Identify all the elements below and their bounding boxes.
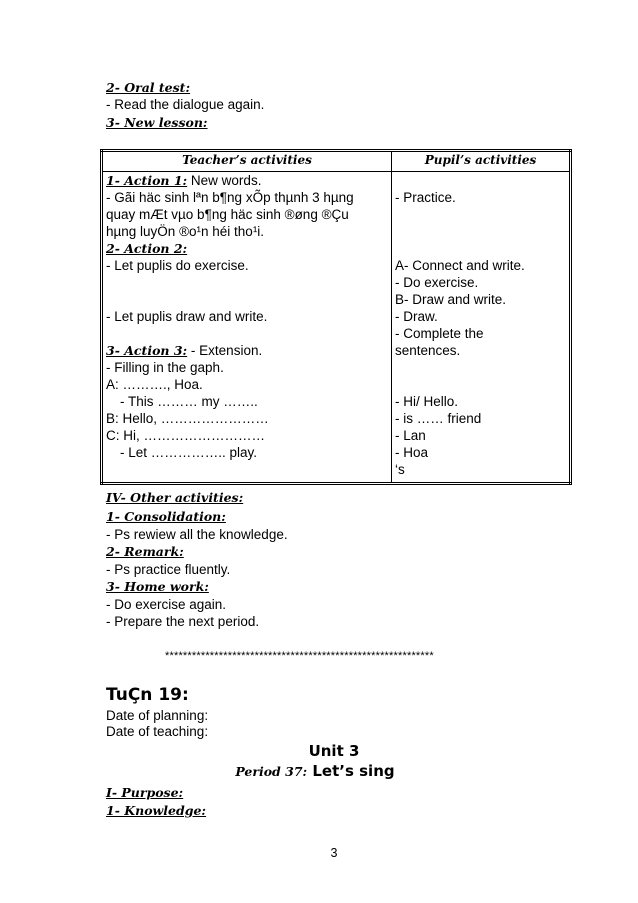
period-label: Period 37: xyxy=(235,764,308,779)
activities-table xyxy=(100,149,572,485)
action3-text-5: C: Hi, ……………………… xyxy=(106,428,266,443)
pupil-item-10: - Hoa xyxy=(395,445,429,460)
pupil-item-9: - Lan xyxy=(395,428,426,443)
homework-heading: 3- Home work: xyxy=(106,579,209,594)
knowledge-heading: 1- Knowledge: xyxy=(106,803,207,818)
action2-heading: 2- Action 2: xyxy=(106,241,188,256)
pupil-practice: - Practice. xyxy=(395,190,456,205)
action3-text-6: - Let …………….. play. xyxy=(120,445,258,460)
purpose-heading: I- Purpose: xyxy=(106,785,184,800)
action3-text-2: A: ………., Hoa. xyxy=(106,377,203,392)
pupil-item-4: - Draw. xyxy=(395,309,438,324)
period-title: Let’s sing xyxy=(307,762,395,780)
homework-line-1: - Do exercise again. xyxy=(106,597,227,612)
action2-line-1: - Let puplis do exercise. xyxy=(106,258,249,273)
action2-line-2: - Let puplis draw and write. xyxy=(106,309,268,324)
action3-text-3: - This ……… my …….. xyxy=(120,394,258,409)
date-of-teaching: Date of teaching: xyxy=(106,724,209,739)
pupil-item-3: B- Draw and write. xyxy=(395,292,507,307)
teacher-activities-cell xyxy=(102,172,392,484)
action1-text-1: - Gãi häc sinh lªn b¶ng xÕp thµnh 3 hµng xyxy=(106,190,354,205)
action3-text-4: B: Hello, …………………… xyxy=(106,411,269,426)
pupil-item-2: - Do exercise. xyxy=(395,275,479,290)
date-of-planning: Date of planning: xyxy=(106,708,209,723)
separator-stars: ************************************************************ xyxy=(165,650,434,662)
action3-text-1: - Filling in the gaph. xyxy=(106,360,224,375)
week-title: TuÇn 19: xyxy=(106,685,189,705)
pupil-activities-cell xyxy=(392,172,571,484)
pupil-item-6: sentences. xyxy=(395,343,461,358)
pupil-item-1: A- Connect and write. xyxy=(395,258,525,273)
remark-line: - Ps practice fluently. xyxy=(106,562,231,577)
new-lesson-heading: 3- New lesson: xyxy=(106,115,208,130)
teacher-column-header: Teacher’s activities xyxy=(102,151,392,172)
oral-test-heading: 2- Oral test: xyxy=(106,80,191,95)
homework-line-2: - Prepare the next period. xyxy=(106,614,260,629)
consolidation-line: - Ps rewiew all the knowledge. xyxy=(106,527,288,542)
action1-text-3: hµng luyÖn ®o¹n héi tho¹i. xyxy=(106,224,265,239)
pupil-item-11: ‘s xyxy=(395,462,405,477)
action1-heading: 1- Action 1: xyxy=(106,173,188,188)
action1-title: New words. xyxy=(187,173,262,188)
pupil-item-7: - Hi/ Hello. xyxy=(395,394,459,409)
pupil-item-5: - Complete the xyxy=(395,326,484,341)
consolidation-heading: 1- Consolidation: xyxy=(106,509,226,524)
pupil-item-8: - is …… friend xyxy=(395,411,482,426)
action3-title: - Extension. xyxy=(187,343,263,358)
other-activities-heading: IV- Other activities: xyxy=(106,490,244,505)
action3-line xyxy=(106,342,388,359)
remark-heading: 2- Remark: xyxy=(106,544,184,559)
action1-text-2: quay mÆt vµo b¶ng häc sinh ®øng ®Çu xyxy=(106,207,349,222)
oral-test-line: - Read the dialogue again. xyxy=(106,97,265,112)
period-line xyxy=(0,762,630,781)
action1-line xyxy=(106,172,388,189)
action3-heading: 3- Action 3: xyxy=(106,343,188,358)
unit-title: Unit 3 xyxy=(308,742,360,760)
page-number: 3 xyxy=(330,846,338,860)
pupil-column-header: Pupil’s activities xyxy=(392,151,571,172)
